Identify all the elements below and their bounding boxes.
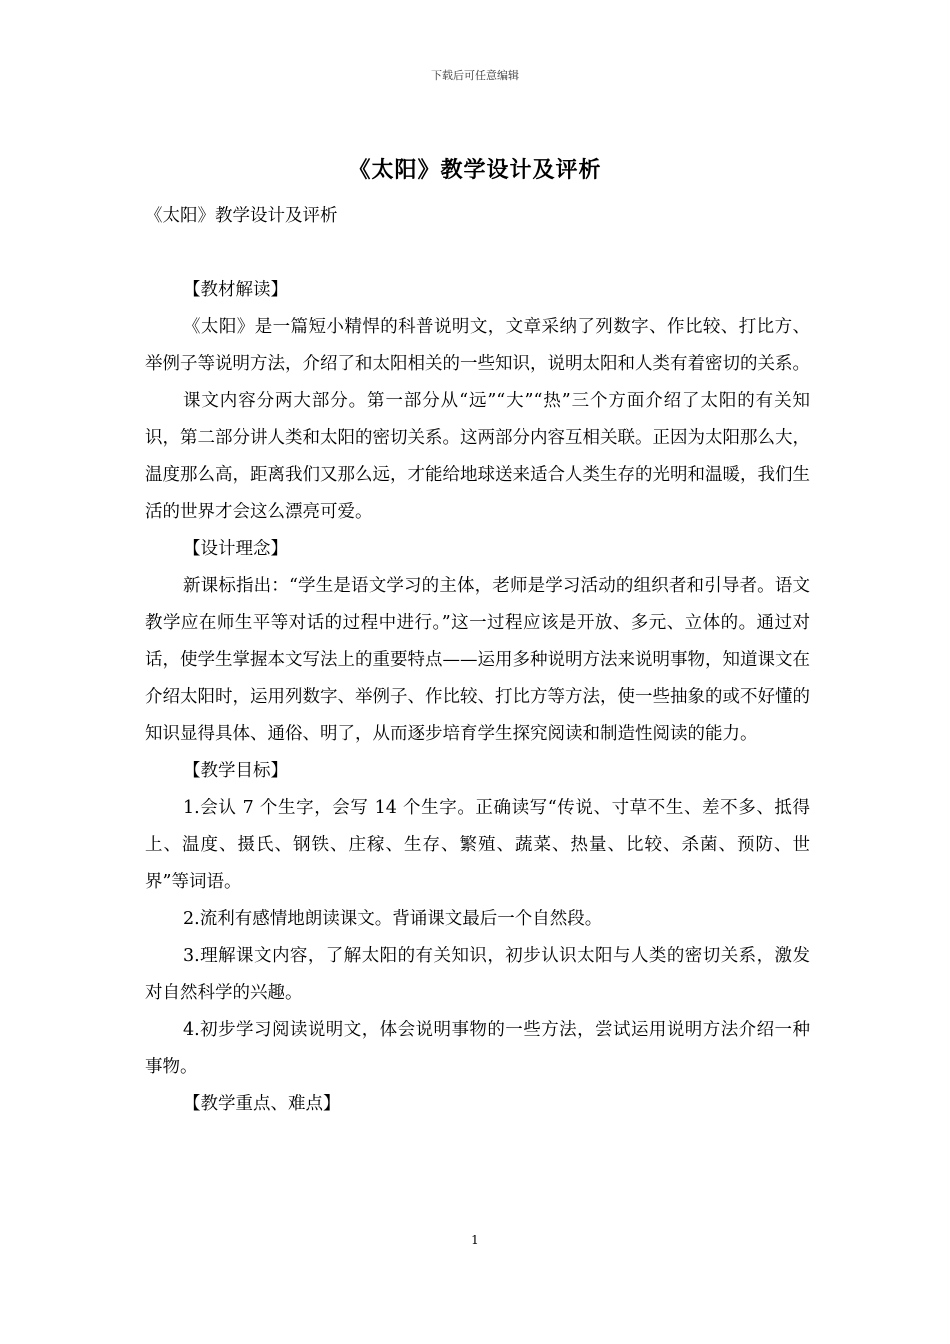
section-heading-material: 【教材解读】 <box>183 280 288 300</box>
goal-item-1: 1.会认 7 个生字，会写 14 个生字。正确读写“传说、寸草不生、差不多、抵得上、温度、摄氏、钢铁、庄稼、生存、繁殖、蔬菜、热量、比较、杀菌、预防、世界”等词语。 <box>145 798 810 892</box>
paragraph-material-2: 课文内容分两大部分。第一部分从“远”“大”“热”三个方面介绍了太阳的有关知识，第二部分讲人类和太阳的密切关系。这两部分内容互相关联。正因为太阳那么大，温度那么高，距离我们又那么远，才能给地球送来适合人类生存的光明和温暖，我们生活的世界才会这么漂亮可爱。 <box>145 391 810 522</box>
goal-item-2: 2.流利有感情地朗读课文。背诵课文最后一个自然段。 <box>183 909 603 929</box>
goal-item-4: 4.初步学习阅读说明文，体会说明事物的一些方法，尝试运用说明方法介绍一种事物。 <box>145 1020 810 1077</box>
section-heading-goals: 【教学目标】 <box>183 761 288 781</box>
section-heading-key-points: 【教学重点、难点】 <box>183 1094 341 1114</box>
goal-item-3: 3.理解课文内容，了解太阳的有关知识，初步认识太阳与人类的密切关系，激发对自然科学的兴趣。 <box>145 946 810 1003</box>
document-body <box>145 198 810 1123</box>
document-title: 《太阳》教学设计及评析 <box>348 157 602 183</box>
header-note: 下载后可任意编辑 <box>431 69 519 82</box>
paragraph-design-1: 新课标指出：“学生是语文学习的主体，老师是学习活动的组织者和引导者。语文教学应在师生平等对话的过程中进行。”这一过程应该是开放、多元、立体的。通过对话，使学生掌握本文写法上的重要特点——运用多种说明方法来说明事物，知道课文在介绍太阳时，运用列数字、举例子、作比较、打比方等方法，使一些抽象的或不好懂的知识显得具体、通俗、明了，从而逐步培育学生探究阅读和制造性阅读的能力。 <box>145 576 810 744</box>
page-number: 1 <box>471 1233 479 1247</box>
section-heading-design: 【设计理念】 <box>183 539 288 559</box>
paragraph-material-1: 《太阳》是一篇短小精悍的科普说明文，文章采纳了列数字、作比较、打比方、举例子等说明方法，介绍了和太阳相关的一些知识，说明太阳和人类有着密切的关系。 <box>145 317 810 374</box>
document-subtitle: 《太阳》教学设计及评析 <box>145 206 338 226</box>
